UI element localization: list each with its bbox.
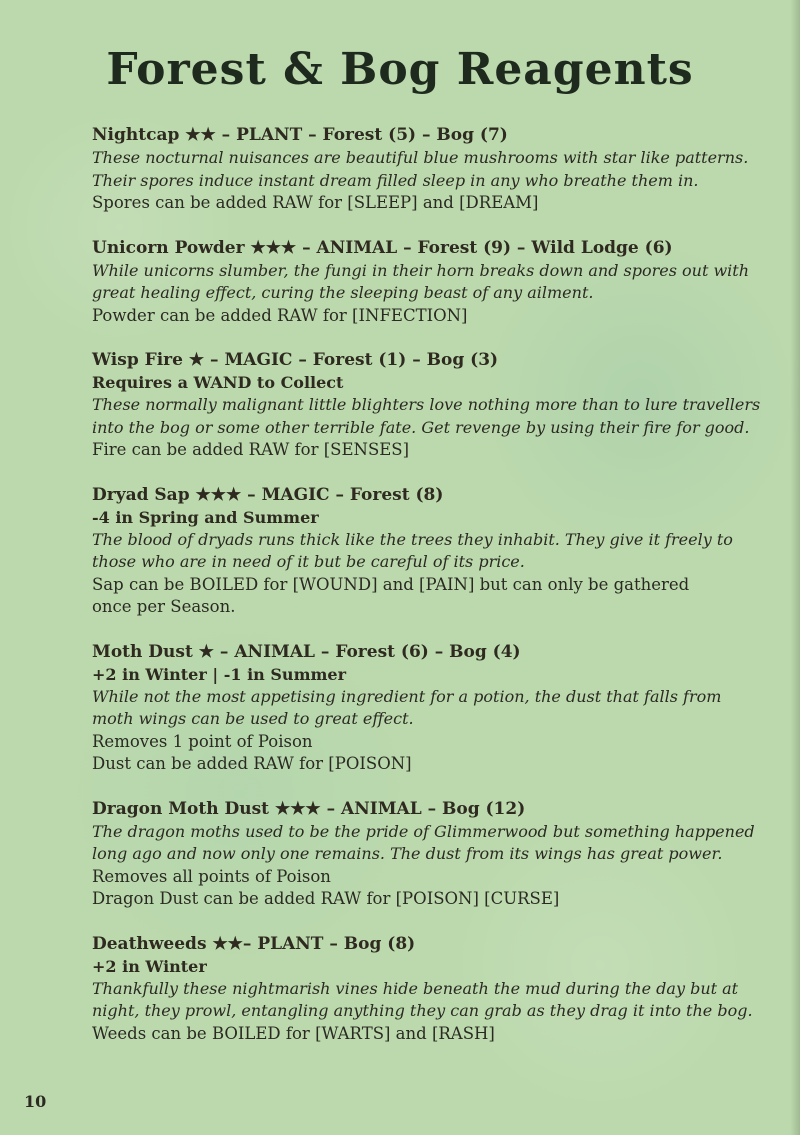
reagent-description: These nocturnal nuisances are beautiful blue mushrooms with star like patterns. (92, 148, 749, 167)
reagent-category-location: – ANIMAL – Bog (12) (320, 798, 526, 819)
reagent-entry (92, 349, 772, 462)
reagent-usage: Fire can be added RAW for [SENSES] (92, 440, 410, 459)
reagent-heading (92, 237, 772, 260)
reagent-description: While not the most appetising ingredient for a potion, the dust that falls from (92, 686, 722, 706)
reagent-heading (92, 798, 772, 821)
reagent-usage: once per Season. (92, 597, 236, 616)
reagent-description: long ago and now only one remains. The dust from its wings has great power. (92, 844, 723, 863)
reagent-usage: Sap can be BOILED for [WOUND] and [PAIN] but can only be gathered (92, 574, 690, 594)
reagent-description: The blood of dryads runs thick like the trees they inhabit. They give it freely to (92, 529, 733, 549)
reagent-list (92, 124, 772, 1067)
reagent-modifier: -4 in Spring and Summer (92, 507, 319, 527)
reagent-modifier: Requires a WAND to Collect (92, 373, 344, 392)
reagent-name: Wisp Fire (92, 350, 183, 370)
reagent-description: those who are in need of it but be careful of its price. (92, 552, 525, 571)
page-number: 10 (24, 1092, 47, 1111)
reagent-name: Deathweeds (92, 933, 207, 954)
reagent-heading (92, 484, 772, 507)
reagent-name: Dragon Moth Dust (92, 798, 270, 819)
reagent-category-location: – ANIMAL – Forest (6) – Bog (4) (214, 641, 521, 662)
reagent-usage: Removes all points of Poison (92, 866, 331, 886)
reagent-usage: Dragon Dust can be added RAW for [POISON] [CURSE] (92, 889, 560, 908)
reagent-category-location: – MAGIC – Forest (8) (241, 484, 444, 505)
reagent-description: Their spores induce instant dream filled sleep in any who breathe them in. (92, 170, 699, 190)
reagent-modifier: +2 in Winter (92, 956, 207, 976)
reagent-description: While unicorns slumber, the fungi in their horn breaks down and spores out with (92, 260, 750, 280)
reagent-modifier: +2 in Winter | -1 in Summer (92, 664, 347, 684)
reagent-entry (92, 933, 772, 1046)
reagent-description: The dragon moths used to be the pride of Glimmerwood but something happened (92, 821, 755, 841)
reagent-entry (92, 641, 772, 776)
reagent-entry (92, 124, 772, 215)
reagent-usage: Removes 1 point of Poison (92, 731, 313, 751)
reagent-entry (92, 798, 772, 911)
reagent-heading (92, 349, 772, 372)
rarity-stars-icon: ★★ (212, 933, 243, 954)
reagent-description: into the bog or some other terrible fate. Get revenge by using their fire for good. (92, 417, 750, 437)
reagent-name: Moth Dust (92, 641, 193, 662)
rarity-stars-icon: ★★★ (195, 484, 242, 505)
rarity-stars-icon: ★★★ (250, 237, 297, 258)
reagent-entry (92, 484, 772, 619)
reagent-usage: Weeds can be BOILED for [WARTS] and [RASH] (92, 1023, 495, 1043)
reagent-heading (92, 641, 772, 664)
reagent-name: Dryad Sap (92, 484, 190, 505)
reagent-heading (92, 933, 772, 956)
reagent-category-location: – ANIMAL – Forest (9) – Wild Lodge (6) (296, 237, 673, 258)
reagent-description: These normally malignant little blighters love nothing more than to lure travellers (92, 395, 761, 414)
reagent-category-location: – MAGIC – Forest (1) – Bog (3) (204, 350, 499, 370)
page-title: Forest & Bog Reagents (106, 44, 694, 95)
reagent-description: moth wings can be used to great effect. (92, 709, 414, 728)
reagent-entry (92, 237, 772, 328)
rarity-stars-icon: ★★ (185, 125, 216, 145)
rarity-stars-icon: ★ (198, 641, 214, 662)
reagent-name: Unicorn Powder (92, 237, 245, 258)
rarity-stars-icon: ★★★ (274, 798, 321, 819)
reagent-description: Thankfully these nightmarish vines hide beneath the mud during the day but at (92, 978, 739, 998)
reagent-heading (92, 124, 772, 147)
reagent-usage: Spores can be added RAW for [SLEEP] and [DREAM] (92, 193, 539, 212)
reagent-category-location: – PLANT – Bog (8) (242, 933, 416, 954)
reagent-description: night, they prowl, entangling anything they can grab as they drag it into the bog. (92, 1001, 753, 1020)
reagent-description: great healing effect, curing the sleeping beast of any ailment. (92, 283, 594, 302)
reagent-usage: Powder can be added RAW for [INFECTION] (92, 305, 468, 325)
rarity-stars-icon: ★ (188, 350, 205, 370)
reagent-category-location: – PLANT – Forest (5) – Bog (7) (215, 125, 508, 145)
reagent-usage: Dust can be added RAW for [POISON] (92, 754, 412, 773)
page-edge-shadow (790, 0, 800, 1135)
reagent-name: Nightcap (92, 125, 180, 145)
